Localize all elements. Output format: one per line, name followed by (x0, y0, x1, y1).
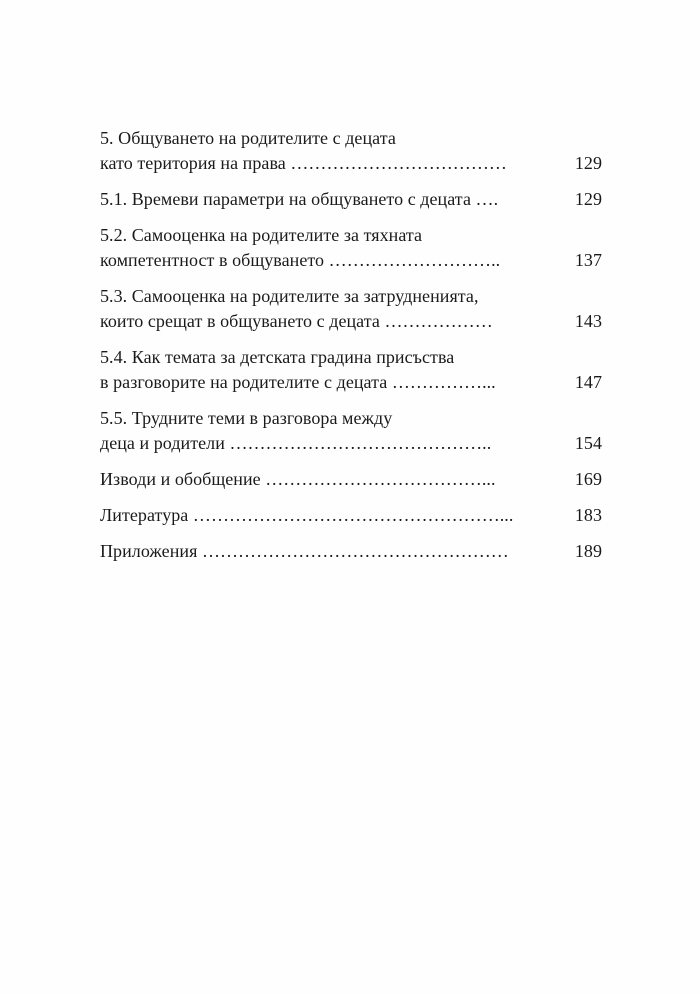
table-of-contents (100, 126, 602, 575)
toc-entry-line (100, 431, 602, 456)
toc-entry-line (100, 467, 602, 492)
toc-page-number: 154 (574, 433, 602, 453)
toc-entry-text: като територия на права ……………………………… (100, 153, 507, 173)
toc-entry-line (100, 406, 602, 431)
toc-page-number: 183 (574, 505, 602, 525)
toc-entry (100, 187, 602, 212)
toc-entry-text: 5.2. Самооценка на родителите за тяхната (100, 225, 423, 245)
toc-entry-line (100, 126, 602, 151)
toc-entry-text: компетентност в общуването ……………………….. (100, 250, 501, 270)
toc-entry-line (100, 284, 602, 309)
toc-entry (100, 503, 602, 528)
toc-entry-line (100, 248, 602, 273)
toc-entry-text: 5.1. Времеви параметри на общуването с децата …. (100, 189, 499, 209)
toc-entry (100, 223, 602, 273)
toc-page-number: 137 (574, 250, 602, 270)
toc-entry (100, 345, 602, 395)
toc-entry (100, 539, 602, 564)
toc-entry (100, 126, 602, 176)
toc-entry-text: 5.5. Трудните теми в разговора между (100, 408, 393, 428)
toc-page-number: 169 (574, 469, 602, 489)
toc-entry-line (100, 223, 602, 248)
toc-entry-text: 5. Общуването на родителите с децата (100, 128, 396, 148)
toc-entry-line (100, 151, 602, 176)
toc-entry (100, 467, 602, 492)
toc-entry-text: деца и родители …………………………………….. (100, 433, 492, 453)
toc-entry-line (100, 539, 602, 564)
toc-entry-line (100, 187, 602, 212)
toc-entry-line (100, 309, 602, 334)
toc-entry-text: Изводи и обобщение ………………………………... (100, 469, 496, 489)
toc-entry-line (100, 345, 602, 370)
toc-entry-line (100, 370, 602, 395)
toc-page-number: 147 (574, 372, 602, 392)
toc-entry-text: които срещат в общуването с децата ……………… (100, 311, 493, 331)
toc-page-number: 189 (574, 541, 602, 561)
toc-entry-text: 5.4. Как темата за детската градина присъства (100, 347, 455, 367)
toc-entry-text: в разговорите на родителите с децата ……………... (100, 372, 496, 392)
toc-entry-text: Литература ……………………………………………... (100, 505, 514, 525)
toc-entry-line (100, 503, 602, 528)
toc-entry-text: 5.3. Самооценка на родителите за затрудненията, (100, 286, 479, 306)
toc-page-number: 129 (574, 189, 602, 209)
toc-entry (100, 406, 602, 456)
toc-page-number: 129 (574, 153, 602, 173)
toc-entry (100, 284, 602, 334)
toc-page-number: 143 (574, 311, 602, 331)
toc-entry-text: Приложения …………………………………………… (100, 541, 509, 561)
